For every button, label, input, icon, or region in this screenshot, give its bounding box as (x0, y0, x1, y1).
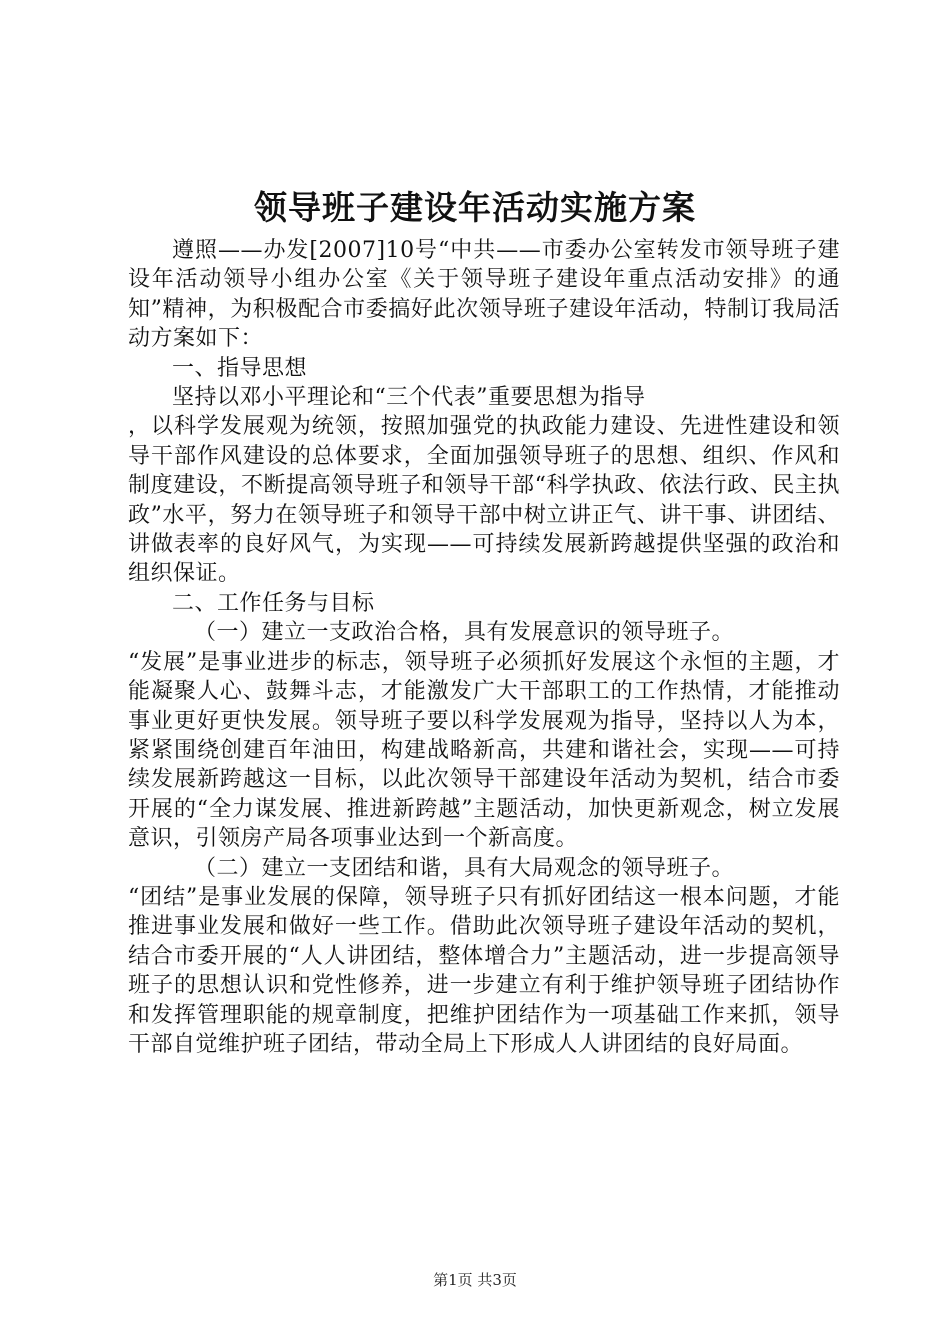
intro-paragraph: 遵照——办发[2007]10号“中共——市委办公室转发市领导班子建设年活动领导小组办公室《关于领导班子建设年重点活动安排》的通知”精神，为积极配合市委搞好此次领导班子建设年活动，特制订我局活动方案如下： (128, 238, 840, 352)
guiding-ideology-paragraph: ，以科学发展观为统领，按照加强党的执政能力建设、先进性建设和领导干部作风建设的总体要求，全面加强领导班子的思想、组织、作风和制度建设，不断提高领导班子和领导干部“科学执政、依法行政、民主执政”水平，努力在领导班子和领导干部中树立讲正气、讲干事、讲团结、讲做表率的良好风气，为实现——可持续发展新跨越提供坚强的政治和组织保证。 (128, 414, 840, 587)
subsection-2-paragraph: “团结”是事业发展的保障，领导班子只有抓好团结这一根本问题，才能推进事业发展和做好一些工作。借助此次领导班子建设年活动的契机，结合市委开展的“人人讲团结，整体增合力”主题活动，进一步提高领导班子的思想认识和党性修养，进一步建立有利于维护领导班子团结协作和发挥管理职能的规章制度，把维护团结作为一项基础工作来抓，领导干部自觉维护班子团结，带动全局上下形成人人讲团结的良好局面。 (128, 884, 840, 1057)
subsection-heading-1: （一）建立一支政治合格，具有发展意识的领导班子。 (194, 620, 735, 646)
document-body (128, 236, 840, 1059)
section-heading-tasks-goals: 二、工作任务与目标 (172, 590, 375, 616)
document-title: 领导班子建设年活动实施方案 (254, 188, 696, 227)
guiding-ideology-lead: 坚持以邓小平理论和“三个代表”重要思想为指导 (172, 385, 646, 411)
subsection-1-paragraph: “发展”是事业进步的标志，领导班子必须抓好发展这个永恒的主题，才能凝聚人心、鼓舞斗志，才能激发广大干部职工的工作热情，才能推动事业更好更快发展。领导班子要以科学发展观为指导，坚持以人为本，紧紧围绕创建百年油田，构建战略新高，共建和谐社会，实现——可持续发展新跨越这一目标，以此次领导干部建设年活动为契机，结合市委开展的“全力谋发展、推进新跨越”主题活动，加快更新观念，树立发展意识，引领房产局各项事业达到一个新高度。 (128, 649, 840, 852)
subsection-heading-2: （二）建立一支团结和谐，具有大局观念的领导班子。 (194, 855, 735, 881)
section-heading-guiding-ideology: 一、指导思想 (172, 355, 308, 381)
page-footer: 第1页 共3页 (433, 1271, 517, 1289)
